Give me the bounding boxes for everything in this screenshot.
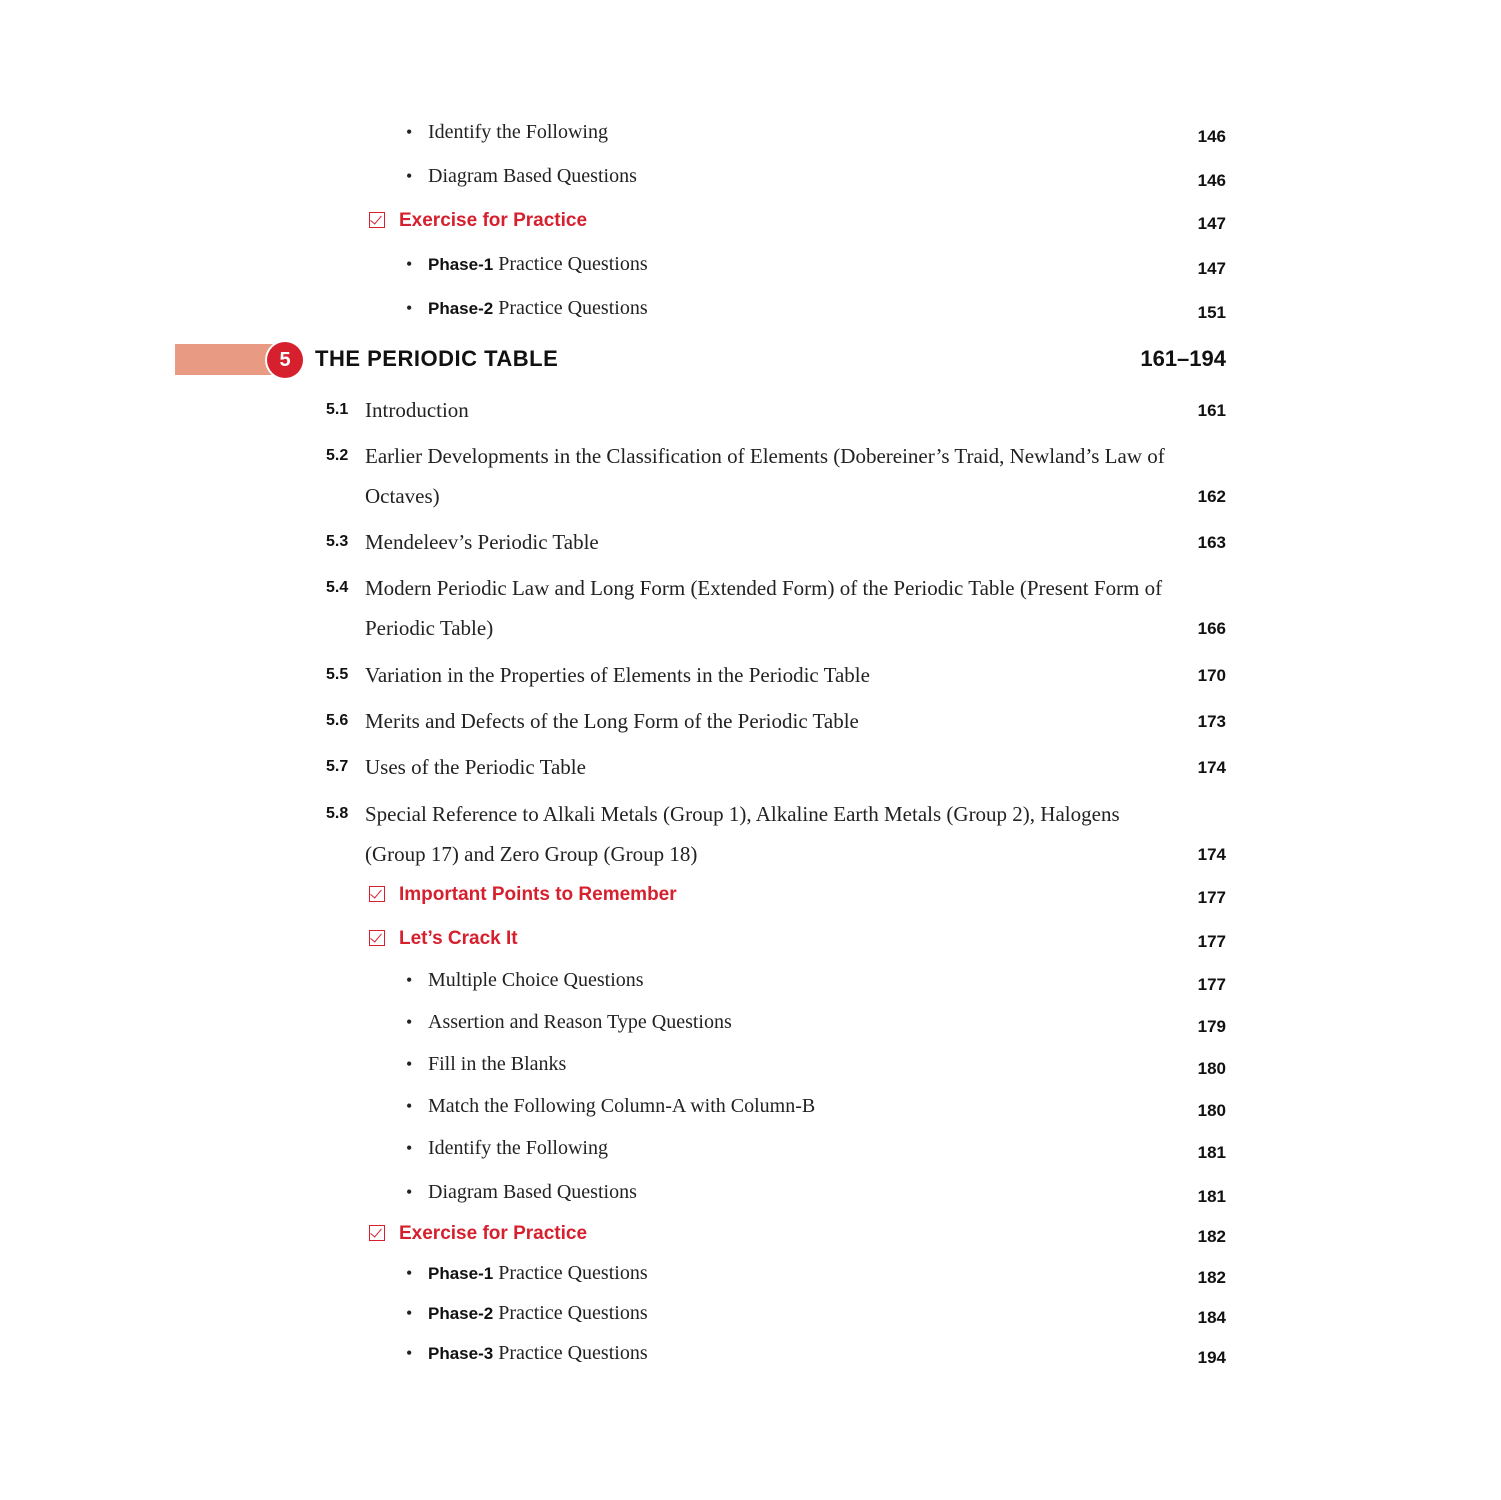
page-number: 194 [1197, 1348, 1226, 1367]
bullet-item: • Phase-2 Practice Questions [406, 297, 648, 319]
section-title: Variation in the Properties of Elements in the Periodic Table [365, 663, 870, 687]
bullet-item: • Identify the Following [406, 1137, 608, 1159]
bullet-item: • Assertion and Reason Type Questions [406, 1011, 732, 1033]
check-item: Important Points to Remember [369, 884, 677, 906]
page-number: 173 [1197, 712, 1226, 731]
bullet-item: • Phase-2 Practice Questions [406, 1302, 648, 1324]
section-title: Earlier Developments in the Classification of Elements (Dobereiner’s Traid, Newland’s Law of Octaves) [365, 444, 1165, 508]
section-number: 5.2 [326, 447, 349, 464]
page-number: 174 [1197, 845, 1226, 864]
page-number: 170 [1197, 666, 1226, 685]
page-number: 177 [1197, 888, 1226, 907]
page-number: 146 [1197, 127, 1226, 146]
section-number: 5.4 [326, 579, 349, 596]
check-item: Let’s Crack It [369, 928, 518, 950]
section-title: Merits and Defects of the Long Form of the Periodic Table [365, 709, 859, 733]
check-item: Exercise for Practice [369, 210, 587, 232]
bullet-item: • Phase-1 Practice Questions [406, 253, 648, 275]
page-number: 163 [1197, 533, 1226, 552]
section-title: Uses of the Periodic Table [365, 755, 586, 779]
chapter-page-range: 161–194 [1140, 346, 1226, 371]
section-number: 5.7 [326, 758, 349, 775]
page-number: 147 [1197, 259, 1226, 278]
page-number: 179 [1197, 1017, 1226, 1036]
page-number: 147 [1197, 214, 1226, 233]
section-number: 5.8 [326, 805, 349, 822]
section-title: Mendeleev’s Periodic Table [365, 530, 599, 554]
bullet-item: • Diagram Based Questions [406, 1181, 637, 1203]
bullet-item: • Phase-3 Practice Questions [406, 1342, 648, 1364]
section-title: Special Reference to Alkali Metals (Group 1), Alkaline Earth Metals (Group 2), Halogens (Group 17) and Zero Group (Group 18) [365, 802, 1120, 866]
section-number: 5.1 [326, 401, 349, 418]
page-number: 177 [1197, 975, 1226, 994]
section-number: 5.6 [326, 712, 349, 729]
checkbox-icon [369, 930, 385, 946]
bullet-item: • Fill in the Blanks [406, 1053, 567, 1075]
page-number: 151 [1197, 303, 1226, 322]
checkbox-icon [369, 1225, 385, 1241]
page-number: 182 [1197, 1227, 1226, 1246]
page-number: 180 [1197, 1059, 1226, 1078]
bullet-item: • Diagram Based Questions [406, 165, 637, 187]
page-number: 181 [1197, 1187, 1226, 1206]
page-number: 184 [1197, 1308, 1226, 1327]
bullet-item: • Multiple Choice Questions [406, 969, 644, 991]
page-number: 174 [1197, 758, 1226, 777]
checkbox-icon [369, 212, 385, 228]
chapter-accent-bar [175, 344, 280, 375]
page-number: 182 [1197, 1268, 1226, 1287]
section-number: 5.3 [326, 533, 349, 550]
chapter-title: THE PERIODIC TABLE [315, 346, 559, 371]
section-title: Modern Periodic Law and Long Form (Extended Form) of the Periodic Table (Present Form of Periodic Table) [365, 576, 1163, 640]
chapter-number-badge: 5 [267, 342, 303, 378]
bullet-item: • Identify the Following [406, 121, 608, 143]
section-number: 5.5 [326, 666, 349, 683]
page-number: 146 [1197, 171, 1226, 190]
page-number: 177 [1197, 932, 1226, 951]
check-item: Exercise for Practice [369, 1223, 587, 1245]
checkbox-icon [369, 886, 385, 902]
page-number: 180 [1197, 1101, 1226, 1120]
page-number: 162 [1197, 487, 1226, 506]
bullet-item: • Match the Following Column-A with Column-B [406, 1095, 816, 1117]
page-number: 161 [1197, 401, 1226, 420]
page-number: 166 [1197, 619, 1226, 638]
section-title: Introduction [365, 398, 469, 422]
page-number: 181 [1197, 1143, 1226, 1162]
bullet-item: • Phase-1 Practice Questions [406, 1262, 648, 1284]
